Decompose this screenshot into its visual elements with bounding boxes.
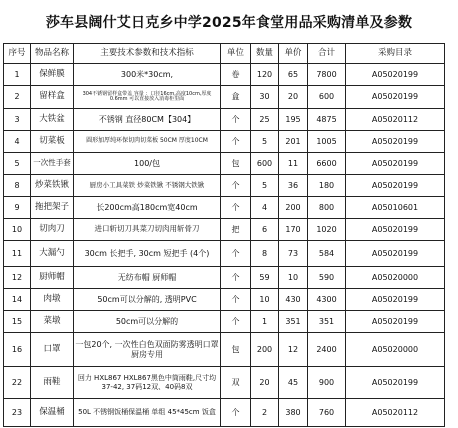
cell-spec: 300米*30cm, <box>74 64 221 86</box>
header-unit: 单位 <box>221 44 251 64</box>
cell-total: 600 <box>308 86 346 109</box>
cell-price: 351 <box>279 311 308 333</box>
cell-spec: 50cm可以分解的, 透明PVC <box>74 289 221 311</box>
table-row <box>4 241 445 267</box>
cell-name: 口罩 <box>31 333 74 367</box>
cell-catalog: A05020199 <box>346 153 445 175</box>
cell-catalog: A05020199 <box>346 241 445 267</box>
cell-spec: 50L 不锈钢饭桶保温桶 单组 45*45cm 饭盒 <box>74 399 221 427</box>
cell-no: 3 <box>4 109 31 131</box>
cell-total: 760 <box>308 399 346 427</box>
table-row <box>4 197 445 219</box>
cell-name: 大铁盆 <box>31 109 74 131</box>
cell-spec: 厨房小工具菜铁 炒菜铁锹 不锈钢大铁锹 <box>74 175 221 197</box>
header-name: 物品名称 <box>31 44 74 64</box>
cell-price: 65 <box>279 64 308 86</box>
cell-spec: 回力 HXL867 HXL867黑色中筒雨鞋,尺寸均37-42, 37码12双、40码8双 <box>74 367 221 399</box>
cell-catalog: A05020199 <box>346 367 445 399</box>
cell-name: 拖把架子 <box>31 197 74 219</box>
cell-total: 4875 <box>308 109 346 131</box>
cell-unit: 个 <box>221 197 251 219</box>
cell-catalog: A05020199 <box>346 64 445 86</box>
cell-name: 切菜板 <box>31 131 74 153</box>
cell-total: 180 <box>308 175 346 197</box>
cell-catalog: A05020199 <box>346 219 445 241</box>
cell-total: 800 <box>308 197 346 219</box>
cell-catalog: A05020112 <box>346 109 445 131</box>
cell-price: 11 <box>279 153 308 175</box>
cell-spec: 30cm 长把手, 30cm 短把手 (4个) <box>74 241 221 267</box>
cell-price: 430 <box>279 289 308 311</box>
cell-qty: 20 <box>251 367 279 399</box>
header-catalog: 采购目录 <box>346 44 445 64</box>
cell-catalog: A05020199 <box>346 311 445 333</box>
cell-qty: 600 <box>251 153 279 175</box>
cell-price: 20 <box>279 86 308 109</box>
cell-total: 900 <box>308 367 346 399</box>
cell-name: 一次性手套 <box>31 153 74 175</box>
cell-unit: 个 <box>221 241 251 267</box>
cell-unit: 卷 <box>221 64 251 86</box>
cell-no: 9 <box>4 197 31 219</box>
cell-no: 14 <box>4 289 31 311</box>
cell-spec: 长200cm高180cm宽40cm <box>74 197 221 219</box>
cell-qty: 8 <box>251 241 279 267</box>
cell-name: 大漏勺 <box>31 241 74 267</box>
cell-no: 11 <box>4 241 31 267</box>
cell-total: 590 <box>308 267 346 289</box>
cell-name: 雨鞋 <box>31 367 74 399</box>
cell-name: 肉墩 <box>31 289 74 311</box>
table-row <box>4 175 445 197</box>
cell-qty: 5 <box>251 131 279 153</box>
header-qty: 数量 <box>251 44 279 64</box>
cell-unit: 个 <box>221 311 251 333</box>
cell-price: 73 <box>279 241 308 267</box>
table-row <box>4 267 445 289</box>
table-row <box>4 153 445 175</box>
cell-catalog: A05020199 <box>346 175 445 197</box>
cell-price: 195 <box>279 109 308 131</box>
table-row <box>4 311 445 333</box>
cell-qty: 2 <box>251 399 279 427</box>
table-row <box>4 367 445 399</box>
cell-price: 170 <box>279 219 308 241</box>
cell-no: 16 <box>4 333 31 367</box>
table-row <box>4 399 445 427</box>
cell-name: 切肉刀 <box>31 219 74 241</box>
cell-spec: 进口斩切刀具菜刀切肉用斩骨刀 <box>74 219 221 241</box>
cell-no: 1 <box>4 64 31 86</box>
cell-total: 6600 <box>308 153 346 175</box>
cell-spec: 一包20个, 一次性白色双面防雾透明口罩 厨房专用 <box>74 333 221 367</box>
cell-spec: 无纺布帽 厨师帽 <box>74 267 221 289</box>
header-row <box>4 44 445 64</box>
cell-total: 2400 <box>308 333 346 367</box>
cell-no: 10 <box>4 219 31 241</box>
header-price: 单价 <box>279 44 308 64</box>
cell-price: 200 <box>279 197 308 219</box>
cell-total: 1005 <box>308 131 346 153</box>
header-total: 合计 <box>308 44 346 64</box>
table-row <box>4 333 445 367</box>
table-row <box>4 86 445 109</box>
cell-qty: 30 <box>251 86 279 109</box>
cell-no: 2 <box>4 86 31 109</box>
cell-spec: 圆形加厚纯环保切肉切菜板 50CM 厚度10CM <box>74 131 221 153</box>
cell-name: 留样盒 <box>31 86 74 109</box>
cell-unit: 个 <box>221 109 251 131</box>
cell-name: 炒菜铁锹 <box>31 175 74 197</box>
cell-no: 8 <box>4 175 31 197</box>
cell-catalog: A05020199 <box>346 131 445 153</box>
cell-qty: 120 <box>251 64 279 86</box>
table-row <box>4 289 445 311</box>
cell-spec: 100/包 <box>74 153 221 175</box>
cell-qty: 10 <box>251 289 279 311</box>
cell-name: 菜墩 <box>31 311 74 333</box>
cell-no: 5 <box>4 153 31 175</box>
cell-unit: 把 <box>221 219 251 241</box>
cell-unit: 个 <box>221 175 251 197</box>
cell-qty: 59 <box>251 267 279 289</box>
cell-qty: 5 <box>251 175 279 197</box>
cell-qty: 200 <box>251 333 279 367</box>
cell-spec: 不锈钢 直径80CM【304】 <box>74 109 221 131</box>
cell-total: 351 <box>308 311 346 333</box>
cell-catalog: A05010601 <box>346 197 445 219</box>
procurement-table <box>3 43 445 427</box>
cell-unit: 个 <box>221 267 251 289</box>
cell-no: 12 <box>4 267 31 289</box>
cell-total: 4300 <box>308 289 346 311</box>
cell-total: 7800 <box>308 64 346 86</box>
cell-name: 保鲜膜 <box>31 64 74 86</box>
cell-qty: 1 <box>251 311 279 333</box>
cell-catalog: A05020000 <box>346 267 445 289</box>
cell-price: 380 <box>279 399 308 427</box>
cell-price: 45 <box>279 367 308 399</box>
cell-no: 23 <box>4 399 31 427</box>
header-no: 序号 <box>4 44 31 64</box>
table-row <box>4 219 445 241</box>
cell-catalog: A05020199 <box>346 86 445 109</box>
cell-name: 保温桶 <box>31 399 74 427</box>
cell-catalog: A05020199 <box>346 289 445 311</box>
cell-unit: 个 <box>221 131 251 153</box>
cell-spec: 50cm可以分解的 <box>74 311 221 333</box>
document-title: 莎车县阔什艾日克乡中学2025年食堂用品采购清单及参数 <box>45 15 413 31</box>
cell-catalog: A05020112 <box>346 399 445 427</box>
cell-total: 584 <box>308 241 346 267</box>
cell-price: 36 <box>279 175 308 197</box>
cell-unit: 盒 <box>221 86 251 109</box>
cell-price: 201 <box>279 131 308 153</box>
cell-catalog: A05020000 <box>346 333 445 367</box>
table-row <box>4 109 445 131</box>
cell-spec: 304不锈钢留样盒带盖 容量 ：口径16cm,高度10cm,厚度0.6mm 可以直接放入消毒柜里面 <box>74 86 221 109</box>
cell-qty: 25 <box>251 109 279 131</box>
cell-price: 12 <box>279 333 308 367</box>
table-row <box>4 131 445 153</box>
cell-unit: 个 <box>221 289 251 311</box>
cell-qty: 6 <box>251 219 279 241</box>
cell-unit: 个 <box>221 399 251 427</box>
cell-unit: 包 <box>221 153 251 175</box>
cell-no: 15 <box>4 311 31 333</box>
cell-no: 4 <box>4 131 31 153</box>
cell-price: 10 <box>279 267 308 289</box>
cell-total: 1020 <box>308 219 346 241</box>
table-row <box>4 64 445 86</box>
cell-no: 22 <box>4 367 31 399</box>
cell-name: 厨师帽 <box>31 267 74 289</box>
cell-unit: 双 <box>221 367 251 399</box>
cell-unit: 包 <box>221 333 251 367</box>
cell-qty: 4 <box>251 197 279 219</box>
header-spec: 主要技术参数和技术指标 <box>74 44 221 64</box>
